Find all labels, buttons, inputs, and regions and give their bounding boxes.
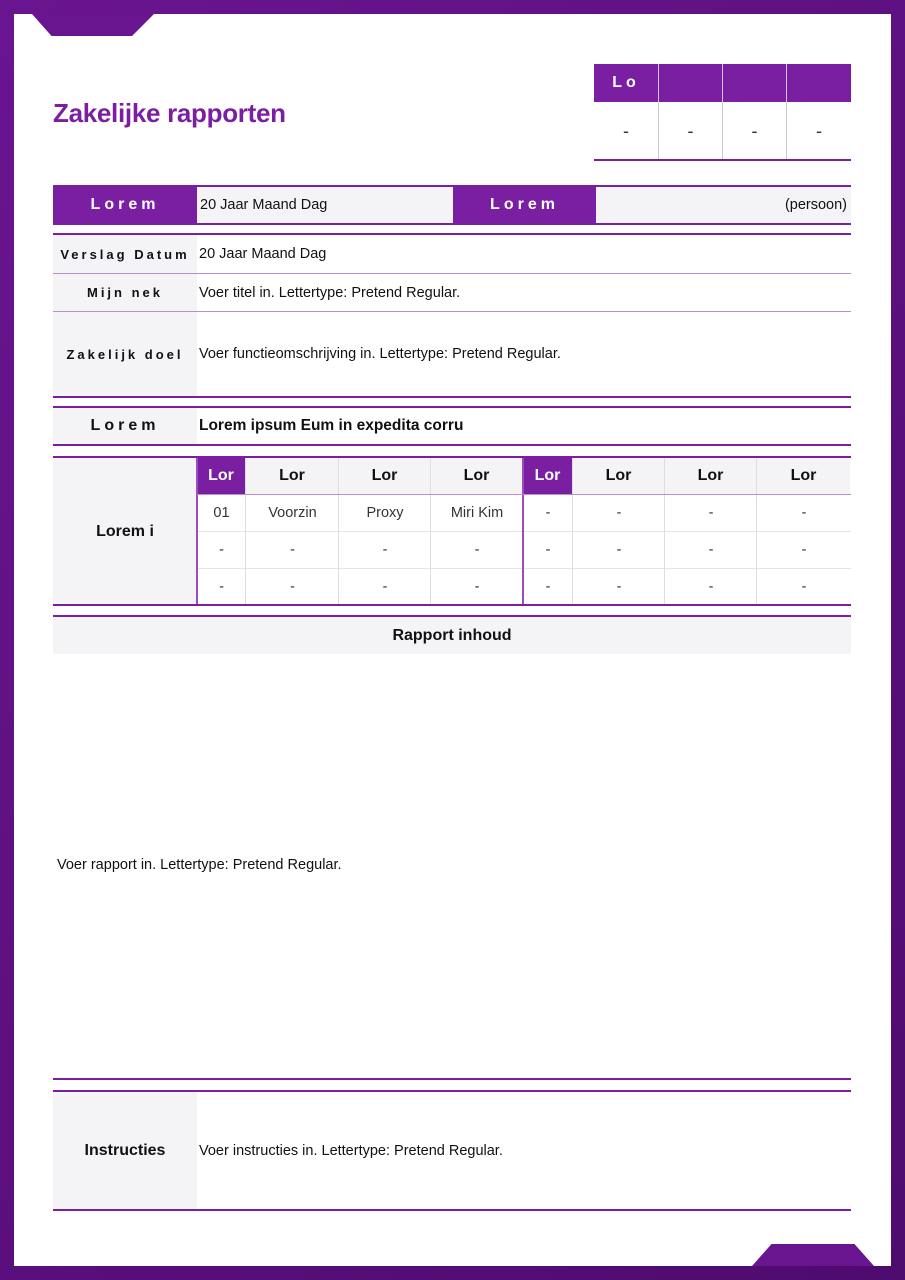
- report-date-value[interactable]: 20 Jaar Maand Dag: [199, 246, 327, 262]
- grid-cell[interactable]: Miri Kim: [431, 494, 523, 532]
- grid-cell[interactable]: -: [197, 569, 246, 605]
- grid-divider: [338, 458, 339, 605]
- grid-cell[interactable]: Voorzin: [246, 494, 339, 532]
- report-date-label: Verslag Datum: [53, 235, 197, 273]
- grid-header-cell: Lor: [573, 458, 664, 494]
- report-date-row: [53, 235, 851, 273]
- person-field[interactable]: (persoon): [596, 187, 851, 223]
- grid-cell[interactable]: -: [757, 494, 851, 532]
- approval-cell[interactable]: -: [816, 121, 822, 141]
- grid-cell[interactable]: -: [665, 569, 757, 605]
- grid-divider: [756, 458, 757, 605]
- subject-value[interactable]: Lorem ipsum Eum in expedita corru: [199, 417, 464, 434]
- subject-row: [53, 408, 851, 444]
- instructions-row: [53, 1092, 851, 1209]
- approval-header-blank: [659, 64, 722, 102]
- subject-label: Lorem: [53, 408, 197, 444]
- grid-divider: [522, 458, 524, 605]
- divider: [53, 1078, 851, 1080]
- grid-cell[interactable]: -: [665, 532, 757, 569]
- neck-value[interactable]: Voer titel in. Lettertype: Pretend Regular.: [199, 284, 461, 301]
- grid-divider: [572, 458, 573, 605]
- grid-cell[interactable]: -: [757, 569, 851, 605]
- grid-header-cell: Lor: [665, 458, 756, 494]
- approval-cell[interactable]: -: [623, 121, 629, 141]
- grid-cell[interactable]: -: [339, 532, 431, 569]
- info-row: [53, 187, 851, 223]
- grid-cell[interactable]: -: [431, 569, 523, 605]
- content-body[interactable]: Voer rapport in. Lettertype: Pretend Regular.: [57, 857, 342, 873]
- grid-cell[interactable]: -: [523, 532, 573, 569]
- divider: [53, 604, 851, 606]
- divider: [53, 1209, 851, 1211]
- content-heading: Rapport inhoud: [53, 617, 851, 654]
- divider: [53, 223, 851, 225]
- neck-row: [53, 274, 851, 311]
- grid-header-cell: Lor: [431, 458, 522, 494]
- grid-cell[interactable]: -: [246, 532, 339, 569]
- document-title: Zakelijke rapporten: [53, 98, 286, 128]
- participants-label: Lorem i: [53, 458, 197, 605]
- instructions-label: Instructies: [53, 1092, 197, 1209]
- grid-cell[interactable]: -: [339, 569, 431, 605]
- grid-header-cell: Lor: [523, 458, 572, 494]
- divider: [53, 396, 851, 398]
- grid-header-cell: Lor: [757, 458, 850, 494]
- grid-cell[interactable]: -: [573, 494, 665, 532]
- instructions-value[interactable]: Voer instructies in. Lettertype: Pretend Regular.: [199, 1142, 503, 1159]
- grid-divider: [197, 494, 851, 495]
- grid-header-cell: Lor: [197, 458, 245, 494]
- divider: [53, 444, 851, 446]
- approval-header-blank: [723, 64, 786, 102]
- grid-divider: [245, 458, 246, 605]
- purpose-value[interactable]: Voer functieomschrijving in. Lettertype: Pretend Regular.: [199, 346, 561, 362]
- grid-cell[interactable]: 01: [197, 494, 246, 532]
- neck-label: Mijn nek: [53, 274, 197, 311]
- grid-cell[interactable]: -: [757, 532, 851, 569]
- approval-cell[interactable]: -: [687, 121, 694, 141]
- grid-divider: [196, 458, 198, 605]
- approval-box: [594, 64, 851, 161]
- grid-cell[interactable]: -: [197, 532, 246, 569]
- grid-cell[interactable]: Proxy: [339, 494, 431, 532]
- grid-cell[interactable]: -: [665, 494, 757, 532]
- bottom-tab-decoration: [752, 1244, 874, 1266]
- approval-cell[interactable]: -: [751, 121, 758, 141]
- grid-cell[interactable]: -: [573, 569, 665, 605]
- approval-header-blank: [787, 64, 851, 102]
- grid-cell[interactable]: -: [431, 532, 523, 569]
- grid-cell[interactable]: -: [523, 494, 573, 532]
- info-label: Lorem: [453, 187, 596, 223]
- grid-divider: [664, 458, 665, 605]
- grid-header-cell: Lor: [339, 458, 430, 494]
- purpose-label: Zakelijk doel: [53, 312, 197, 396]
- grid-header-cell: Lor: [246, 458, 338, 494]
- grid-divider: [430, 458, 431, 605]
- grid-cell[interactable]: -: [523, 569, 573, 605]
- grid-cell[interactable]: -: [246, 569, 339, 605]
- info-label: Lorem: [53, 187, 197, 223]
- purpose-row: [53, 312, 851, 396]
- grid-cell[interactable]: -: [573, 532, 665, 569]
- approval-header: Lo: [594, 64, 658, 102]
- date-field[interactable]: 20 Jaar Maand Dag: [197, 187, 453, 223]
